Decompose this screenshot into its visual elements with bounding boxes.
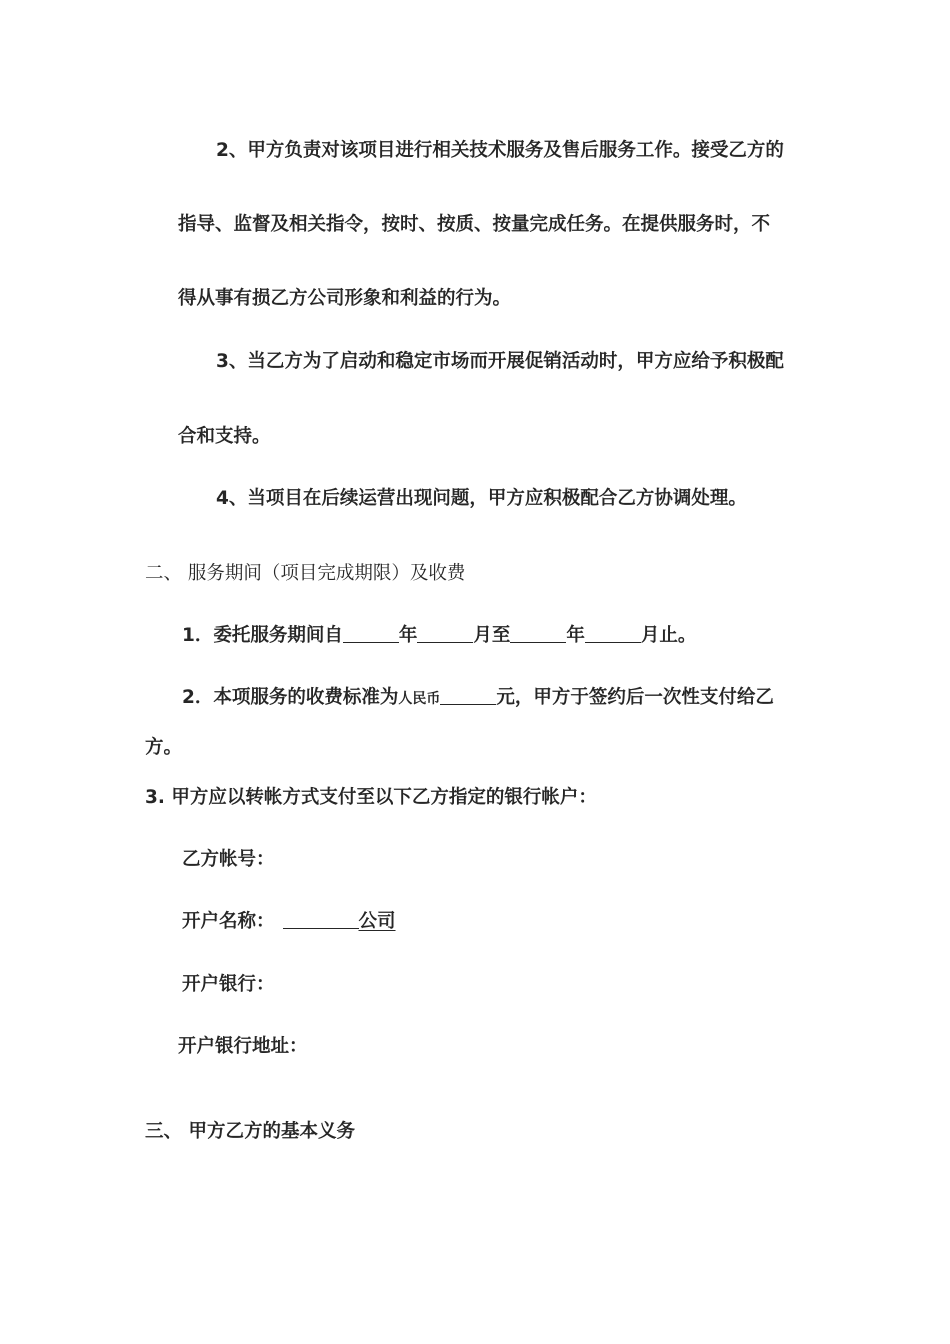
end-month-blank	[585, 624, 641, 643]
account-name-label: 开户名称：	[182, 911, 275, 932]
clause-4: 4、当项目在后续运营出现问题，甲方应积极配合乙方协调处理。	[216, 488, 747, 509]
end-month-label: 月止。	[640, 625, 697, 646]
payment-method: 3. 甲方应以转帐方式支付至以下乙方指定的银行帐户：	[145, 787, 597, 808]
fee-payment-terms: 甲方于签约后一次性支付给乙	[533, 687, 774, 708]
start-month-blank	[417, 624, 473, 643]
service-period-prefix: 1．委托服务期间自	[182, 625, 343, 646]
fee-currency: 人民币	[398, 691, 441, 707]
account-name-line	[182, 910, 396, 934]
clause-2-line-3: 得从事有损乙方公司形象和利益的行为。	[178, 288, 512, 309]
bank-address-label: 开户银行地址：	[178, 1036, 308, 1057]
clause-3-line-2: 合和支持。	[178, 426, 271, 447]
fee-line	[182, 686, 774, 711]
fee-amount-blank	[440, 686, 496, 705]
section-2-heading: 二、 服务期间（项目完成期限）及收费	[145, 563, 466, 584]
fee-prefix: 2．本项服务的收费标准为	[182, 687, 399, 708]
start-year-blank	[343, 624, 399, 643]
service-period-line	[182, 624, 696, 648]
account-name-suffix: 公司	[358, 911, 396, 932]
fee-unit: 元，	[496, 687, 534, 708]
clause-2-line-2: 指导、监督及相关指令，按时、按质、按量完成任务。在提供服务时，不	[178, 214, 771, 235]
bank-label: 开户银行：	[182, 974, 275, 995]
account-name-blank	[283, 910, 359, 929]
clause-3-line-1: 3、当乙方为了启动和稳定市场而开展促销活动时，甲方应给予积极配	[216, 351, 784, 372]
fee-line-continuation: 方。	[145, 737, 183, 758]
start-month-label: 月至	[473, 625, 511, 646]
section-3-heading: 三、 甲方乙方的基本义务	[145, 1121, 355, 1142]
account-number-label: 乙方帐号：	[182, 849, 275, 870]
start-year-label: 年	[398, 625, 418, 646]
clause-2-line-1: 2、甲方负责对该项目进行相关技术服务及售后服务工作。接受乙方的	[216, 140, 784, 161]
end-year-blank	[510, 624, 566, 643]
end-year-label: 年	[566, 625, 585, 646]
